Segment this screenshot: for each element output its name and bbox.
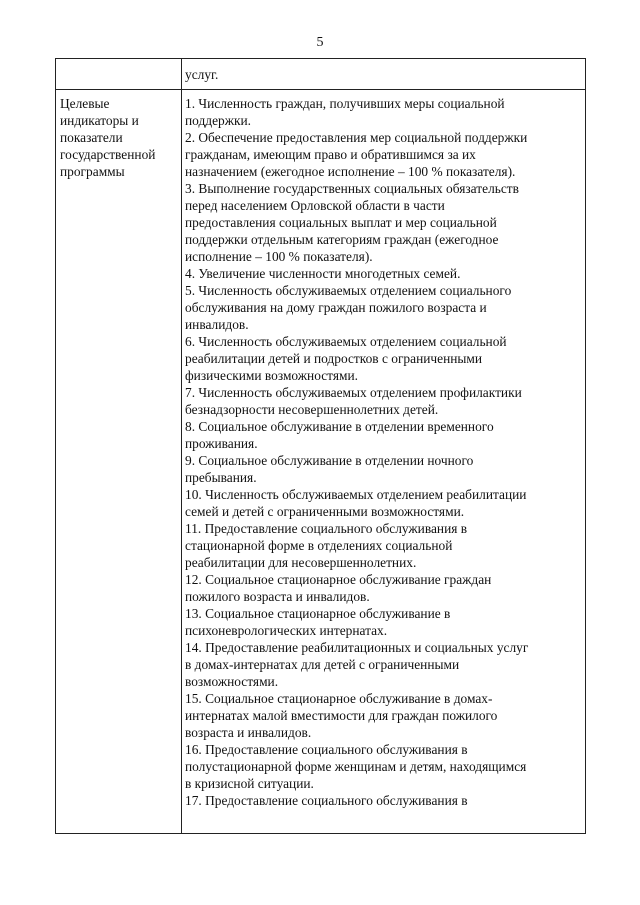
indicator-line: психоневрологических интернатах. [185, 623, 388, 638]
indicator-item [185, 741, 583, 792]
indicator-line: физическими возможностями. [185, 368, 358, 383]
indicator-line: 17. Предоставление социального обслуживания в [185, 793, 468, 808]
indicator-line: проживания. [185, 436, 258, 451]
indicator-line: 2. Обеспечение предоставления мер социальной поддержки [185, 130, 528, 145]
label-line: государственной [60, 147, 156, 162]
label-line: Целевые [60, 96, 110, 111]
indicator-item [185, 792, 583, 809]
indicator-line: интернатах малой вместимости для граждан пожилого [185, 708, 498, 723]
indicator-line: безнадзорности несовершеннолетних детей. [185, 402, 439, 417]
label-line: индикаторы и [60, 113, 139, 128]
indicator-item [185, 639, 583, 690]
page-number: 5 [316, 35, 324, 50]
indicator-line: обслуживания на дому граждан пожилого возраста и [185, 300, 487, 315]
indicator-line: 13. Социальное стационарное обслуживание в [185, 606, 451, 621]
indicator-line: 5. Численность обслуживаемых отделением социального [185, 283, 512, 298]
indicator-item [185, 571, 583, 605]
indicator-line: 12. Социальное стационарное обслуживание граждан [185, 572, 492, 587]
indicator-line: перед населением Орловской области в части [185, 198, 445, 213]
indicator-line: исполнение – 100 % показателя). [185, 249, 373, 264]
indicator-item [185, 452, 583, 486]
indicators-label-cell [60, 95, 179, 180]
indicator-line: в кризисной ситуации. [185, 776, 314, 791]
indicator-item [185, 129, 583, 180]
indicator-item [185, 520, 583, 571]
indicator-line: поддержки отдельным категориям граждан (ежегодное [185, 232, 499, 247]
indicator-line: 7. Численность обслуживаемых отделением профилактики [185, 385, 522, 400]
indicator-item [185, 384, 583, 418]
label-line: программы [60, 164, 125, 179]
indicator-line: пребывания. [185, 470, 257, 485]
indicator-item [185, 333, 583, 384]
indicator-line: 11. Предоставление социального обслуживания в [185, 521, 468, 536]
indicator-line: 1. Численность граждан, получивших меры социальной [185, 96, 505, 111]
indicators-list [185, 95, 583, 809]
indicator-line: 6. Численность обслуживаемых отделением социальной [185, 334, 507, 349]
indicator-item [185, 180, 583, 265]
indicator-line: 4. Увеличение численности многодетных семей. [185, 266, 461, 281]
indicator-item [185, 486, 583, 520]
indicator-line: 15. Социальное стационарное обслуживание в домах- [185, 691, 493, 706]
indicator-line: инвалидов. [185, 317, 249, 332]
indicator-line: реабилитации детей и подростков с ограниченными [185, 351, 483, 366]
indicator-line: пожилого возраста и инвалидов. [185, 589, 370, 604]
indicator-item [185, 605, 583, 639]
indicator-line: реабилитации для несовершеннолетних. [185, 555, 417, 570]
indicator-line: гражданам, имеющим право и обратившимся за их [185, 147, 476, 162]
indicator-item [185, 418, 583, 452]
indicator-item [185, 690, 583, 741]
indicator-line: 9. Социальное обслуживание в отделении ночного [185, 453, 474, 468]
indicator-line: полустационарной форме женщинам и детям, находящимся [185, 759, 527, 774]
table-column-divider [181, 59, 182, 833]
indicator-item [185, 95, 583, 129]
indicator-line: поддержки. [185, 113, 252, 128]
indicator-line: семей и детей с ограниченными возможностями. [185, 504, 465, 519]
indicator-line: 3. Выполнение государственных социальных обязательств [185, 181, 519, 196]
indicator-line: 8. Социальное обслуживание в отделении временного [185, 419, 494, 434]
label-line: показатели [60, 130, 123, 145]
indicator-line: возраста и инвалидов. [185, 725, 312, 740]
indicator-line: стационарной форме в отделениях социальной [185, 538, 453, 553]
program-table [55, 58, 586, 834]
indicator-line: возможностями. [185, 674, 279, 689]
indicator-line: 16. Предоставление социального обслуживания в [185, 742, 468, 757]
indicator-line: назначением (ежегодное исполнение – 100 % показателя). [185, 164, 516, 179]
table-row-divider [56, 89, 585, 90]
indicator-line: 10. Численность обслуживаемых отделением реабилитации [185, 487, 527, 502]
indicator-line: в домах-интернатах для детей с ограниченными [185, 657, 460, 672]
indicator-line: 14. Предоставление реабилитационных и социальных услуг [185, 640, 529, 655]
indicator-line: предоставления социальных выплат и мер социальной [185, 215, 497, 230]
continued-text-cell: услуг. [185, 67, 219, 82]
indicator-item [185, 265, 583, 282]
indicator-item [185, 282, 583, 333]
